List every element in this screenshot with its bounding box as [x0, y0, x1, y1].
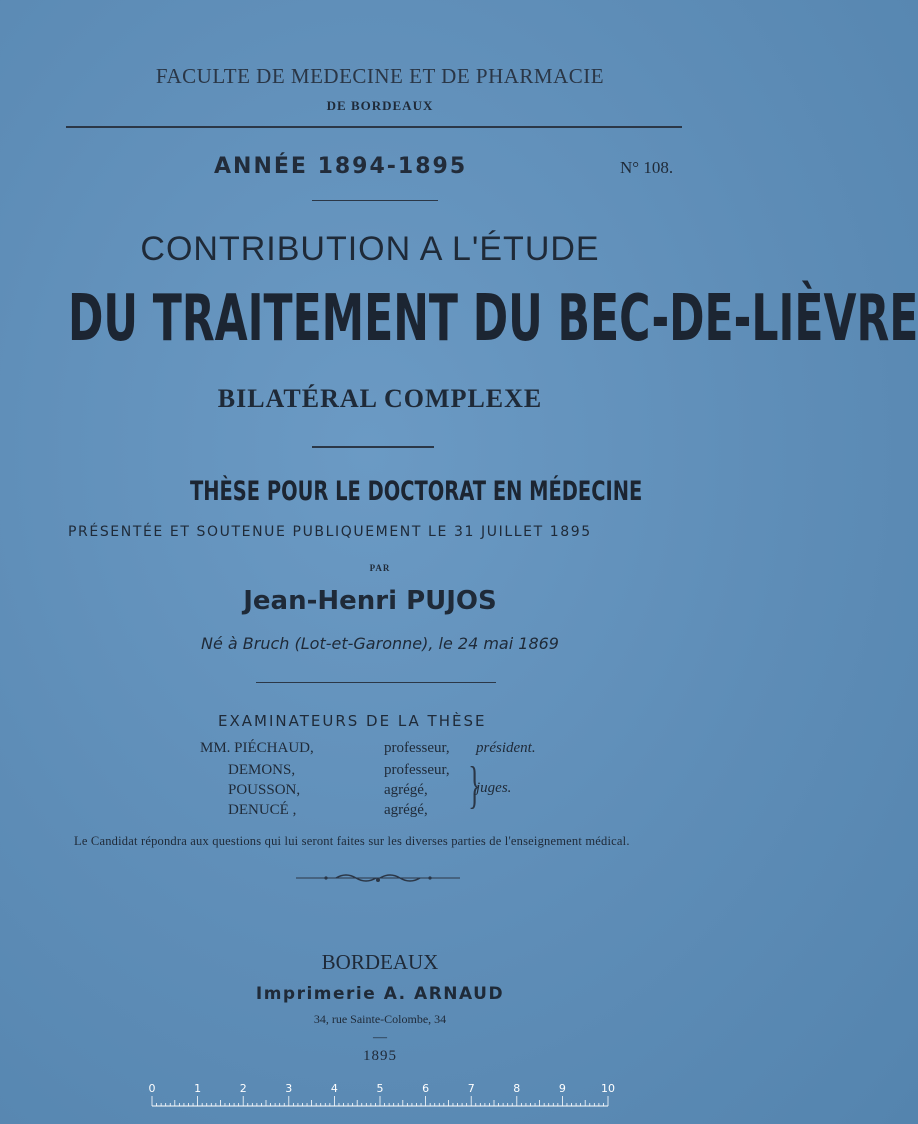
imprint-address: 34, rue Sainte-Colombe, 34 [313, 1012, 447, 1026]
header-rule [66, 126, 682, 128]
ruler-label: 2 [239, 1082, 247, 1095]
ruler-label: 3 [285, 1082, 293, 1095]
imprint-printer: Imprimerie A. ARNAUD [255, 984, 505, 1004]
examiner-role: agrégé, [384, 782, 428, 798]
examiner-role: agrégé, [384, 802, 428, 818]
ruler-label: 5 [376, 1082, 384, 1095]
ornament-divider [296, 868, 460, 888]
thesis-number: N° 108. [620, 158, 674, 177]
ruler-label: 6 [422, 1082, 430, 1095]
imprint-dash: — [373, 1030, 387, 1045]
judges-label: juges. [476, 780, 512, 796]
ruler-label: 0 [148, 1082, 156, 1095]
examiners-heading: EXAMINATEURS DE LA THÈSE [218, 712, 487, 730]
ruler-label: 10 [601, 1082, 615, 1095]
thesis-heading: THÈSE POUR LE DOCTORAT EN MÉDECINE [190, 476, 643, 507]
candidate-note: Le Candidat répondra aux questions qui lui seront faites sur les diverses parties de l'enseignement médical. [74, 834, 630, 848]
divider [312, 446, 434, 448]
author-birth: Né à Bruch (Lot-et-Garonne), le 24 mai 1869 [201, 634, 559, 653]
president-label: président. [476, 740, 536, 756]
ruler-label: 4 [330, 1082, 338, 1095]
ruler-label: 7 [467, 1082, 475, 1095]
publication-year: 1895 [363, 1048, 397, 1064]
divider [256, 682, 496, 683]
ruler-label: 8 [513, 1082, 521, 1095]
examiner-name: DENUCÉ , [228, 802, 297, 818]
examiner-role: professeur, [384, 740, 450, 756]
examiner-name: MM. PIÉCHAUD, [200, 740, 314, 756]
author-name: Jean-Henri PUJOS [243, 586, 497, 616]
title-line-3: BILATÉRAL COMPLEXE [217, 384, 543, 413]
title-line-2: DU TRAITEMENT DU BEC-DE-LIÈVRE [68, 282, 918, 356]
examiner-name: DEMONS, [228, 762, 296, 778]
ruler-label: 1 [194, 1082, 202, 1095]
divider [312, 200, 438, 201]
academic-year: ANNÉE 1894-1895 [214, 154, 468, 179]
examiner-role: professeur, [384, 762, 450, 778]
by-label: PAR [369, 563, 391, 573]
title-line-1: CONTRIBUTION A L'ÉTUDE [140, 230, 600, 268]
defense-date: PRÉSENTÉE ET SOUTENUE PUBLIQUEMENT LE 31 JUILLET 1895 [68, 524, 592, 540]
imprint-city: BORDEAUX [321, 950, 439, 974]
ruler-label: 9 [558, 1082, 566, 1095]
faculty-city: DE BORDEAUX [326, 98, 434, 113]
judges-brace: } [468, 757, 481, 814]
examiner-name: POUSSON, [228, 782, 301, 798]
scale-ruler [148, 1082, 615, 1108]
faculty-name: FACULTE DE MEDECINE ET DE PHARMACIE [155, 64, 605, 88]
